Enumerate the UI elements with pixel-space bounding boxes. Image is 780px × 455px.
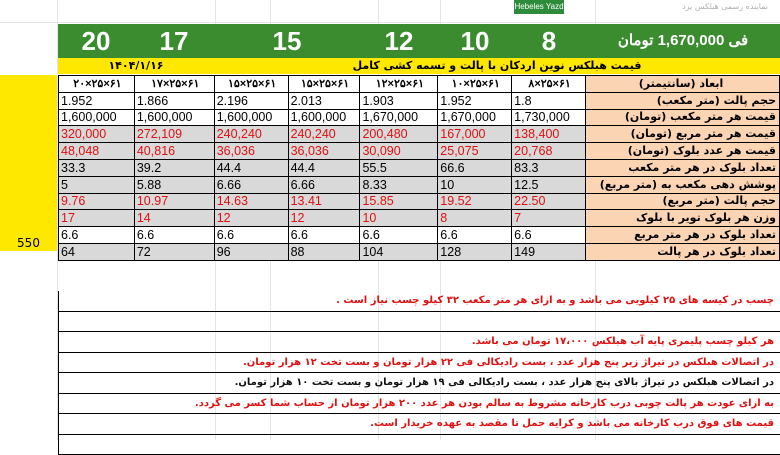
value-cell[interactable]: 12 [288,210,360,227]
side-cell[interactable] [0,171,57,187]
note-row[interactable] [58,312,780,333]
note-row[interactable] [58,435,780,455]
value-cell[interactable]: 17 [59,210,135,227]
value-cell[interactable]: 1.8 [512,92,586,109]
table-title[interactable]: قیمت هبلکس نوین اردکان با پالت و تسمه کشی کامل [214,58,780,74]
value-cell[interactable]: 20,768 [512,143,586,160]
value-cell[interactable]: 6.6 [438,227,512,244]
side-cell[interactable] [0,139,57,155]
table-row [59,193,780,210]
table-row [59,176,780,193]
row-label[interactable]: پوشش دهی مکعب به (متر مربع) [586,176,780,193]
value-cell[interactable]: 138,400 [512,126,586,143]
value-cell[interactable]: 1,600,000 [134,109,214,126]
row-label[interactable]: حجم پالت (متر مکعب) [586,92,780,109]
value-cell[interactable]: 10 [438,176,512,193]
table-row [59,126,780,143]
price-date[interactable]: ۱۴۰۴/۱/۱۶ [58,58,215,74]
value-cell[interactable]: 6.66 [214,176,288,193]
header-col-12[interactable]: 12 [360,24,439,58]
value-cell[interactable]: 5 [59,176,135,193]
company-logo: Hebeles Yazd [514,0,564,14]
header-col-15[interactable]: 15 [214,24,361,58]
value-cell[interactable]: 6.6 [134,227,214,244]
value-cell[interactable]: 19.52 [438,193,512,210]
table-row [59,109,780,126]
dim-cell[interactable]: ۱۲×۲۵×۶۱ [360,76,438,93]
value-cell[interactable]: 1.903 [360,92,438,109]
value-cell[interactable]: 1,670,000 [438,109,512,126]
header-col-10[interactable]: 10 [438,24,513,58]
side-cell[interactable] [0,219,57,235]
value-cell[interactable]: 240,240 [214,126,288,143]
header-price[interactable]: فی 1,670,000 تومان [586,24,780,58]
value-cell[interactable]: 14.63 [214,193,288,210]
value-cell[interactable]: 6.66 [288,176,360,193]
value-cell[interactable]: 1,670,000 [360,109,438,126]
dim-cell[interactable]: ۱۵×۲۵×۶۱ [214,76,288,93]
value-cell[interactable]: 1,730,000 [512,109,586,126]
note-row[interactable]: به ازای عودت هر پالت چوبی درب کارخانه مشروط به سالم بودن هر عدد ۲۰۰ هزار تومان از حساب شما کسر می گردد. [58,394,780,415]
value-cell[interactable]: 1.952 [438,92,512,109]
note-row[interactable]: قیمت های فوق درب کارخانه می باشد و کرایه حمل تا مقصد به عهده خریدار است. [58,414,780,435]
notes-section [58,291,780,455]
value-cell[interactable]: 12.5 [512,176,586,193]
value-cell[interactable]: 200,480 [360,126,438,143]
value-cell[interactable]: 64 [59,243,135,260]
row-label[interactable]: قیمت هر متر مکعب (تومان) [586,109,780,126]
row-label[interactable]: وزن هر بلوک تویر با بلوک [586,210,780,227]
value-cell[interactable]: 6.6 [59,227,135,244]
value-cell[interactable]: 6.6 [512,227,586,244]
value-cell[interactable]: 167,000 [438,126,512,143]
value-cell[interactable]: 1.952 [59,92,135,109]
value-cell[interactable]: 6.6 [360,227,438,244]
value-cell[interactable]: 149 [512,243,586,260]
value-cell[interactable]: 10.97 [134,193,214,210]
table-row [59,243,780,260]
value-cell[interactable]: 22.50 [512,193,586,210]
value-cell[interactable]: 96 [214,243,288,260]
note-row[interactable]: هر کیلو چسب پلیمری پایه آب هبلکس ۱۷،۰۰۰ تومان می باشد. [58,332,780,353]
value-cell[interactable]: 128 [438,243,512,260]
value-cell[interactable]: 6.6 [214,227,288,244]
value-cell[interactable]: 8.33 [360,176,438,193]
value-cell[interactable]: 5.88 [134,176,214,193]
value-cell[interactable]: 15.85 [360,193,438,210]
value-cell[interactable]: 13.41 [288,193,360,210]
table-row [59,92,780,109]
row-label[interactable]: تعداد بلوک در هر متر مکعب [586,159,780,176]
value-cell[interactable]: 12 [214,210,288,227]
value-cell[interactable]: 1,600,000 [214,109,288,126]
table-row [59,76,780,93]
table-row [59,159,780,176]
side-cell[interactable] [0,107,57,123]
row-label[interactable]: تعداد بلوک در هر پالت [586,243,780,260]
row-label[interactable]: تعداد بلوک در هر متر مربع [586,227,780,244]
table-row [59,143,780,160]
value-cell[interactable]: 72 [134,243,214,260]
row-label[interactable]: حجم پالت (متر مربع) [586,193,780,210]
value-cell[interactable]: 25,075 [438,143,512,160]
side-cell[interactable] [0,187,57,203]
note-row[interactable]: در اتصالات هبلکس در تیراژ زیر پنج هزار عدد ، بست رادیکالی فی ۲۲ هزار تومان و بست تخت ۱۲ هزار تومان. [58,353,780,374]
value-cell[interactable]: 55.5 [360,159,438,176]
value-cell[interactable]: 2.013 [288,92,360,109]
dim-cell[interactable]: ۱۵×۲۵×۶۱ [288,76,360,93]
header-col-17[interactable]: 17 [134,24,215,58]
row-label[interactable]: ابعاد (سانتیمتر) [586,76,780,93]
value-cell[interactable]: 7 [512,210,586,227]
table-row [59,210,780,227]
header-col-8[interactable]: 8 [512,24,587,58]
row-label[interactable]: قیمت هر عدد بلوک (تومان) [586,143,780,160]
dim-cell[interactable]: ۱۷×۲۵×۶۱ [134,76,214,93]
top-banner [0,0,780,22]
value-cell[interactable]: 6.6 [288,227,360,244]
value-cell[interactable]: 1,600,000 [288,109,360,126]
dim-cell[interactable]: ۸×۲۵×۶۱ [512,76,586,93]
value-cell[interactable]: 272,109 [134,126,214,143]
value-cell[interactable]: 88 [288,243,360,260]
side-cell[interactable] [0,75,57,91]
value-cell[interactable]: 39.2 [134,159,214,176]
side-cell[interactable] [0,91,57,107]
value-cell[interactable]: 9.76 [59,193,135,210]
value-cell[interactable]: 14 [134,210,214,227]
value-cell[interactable]: 40,816 [134,143,214,160]
value-cell[interactable]: 1,600,000 [59,109,135,126]
value-cell[interactable]: 36,036 [288,143,360,160]
value-cell[interactable]: 44.4 [288,159,360,176]
value-cell[interactable]: 30,090 [360,143,438,160]
value-cell[interactable]: 2.196 [214,92,288,109]
value-cell[interactable]: 66.6 [438,159,512,176]
side-cell[interactable] [0,155,57,171]
header-col-20[interactable]: 20 [58,24,135,58]
value-cell[interactable]: 8 [438,210,512,227]
value-cell[interactable]: 44.4 [214,159,288,176]
value-cell[interactable]: 83.3 [512,159,586,176]
row-label[interactable]: قیمت هر متر مربع (تومان) [586,126,780,143]
value-cell[interactable]: 48,048 [59,143,135,160]
value-cell[interactable]: 104 [360,243,438,260]
faint-banner-text: نماینده رسمی هبلکس یزد [568,2,768,14]
price-table [58,75,780,261]
side-cell[interactable] [0,203,57,219]
table-row [59,227,780,244]
value-cell[interactable]: 10 [360,210,438,227]
side-value-cell[interactable]: 550 [0,235,57,251]
value-cell[interactable]: 33.3 [59,159,135,176]
dim-cell[interactable]: ۲۰×۲۵×۶۱ [59,76,135,93]
note-row[interactable]: چسب در کیسه های ۲۵ کیلویی می باشد و به ازای هر متر مکعب ۳۲ کیلو چسب نیاز است . [58,291,780,312]
value-cell[interactable]: 36,036 [214,143,288,160]
note-row[interactable]: در اتصالات هبلکس در تیراژ بالای پنج هزار عدد ، بست رادیکالی فی ۱۹ هزار تومان و بست تخت ۱۰ هزار تومان. [58,373,780,394]
value-cell[interactable]: 240,240 [288,126,360,143]
side-cell[interactable] [0,123,57,139]
dim-cell[interactable]: ۱۰×۲۵×۶۱ [438,76,512,93]
value-cell[interactable]: 1.866 [134,92,214,109]
value-cell[interactable]: 320,000 [59,126,135,143]
